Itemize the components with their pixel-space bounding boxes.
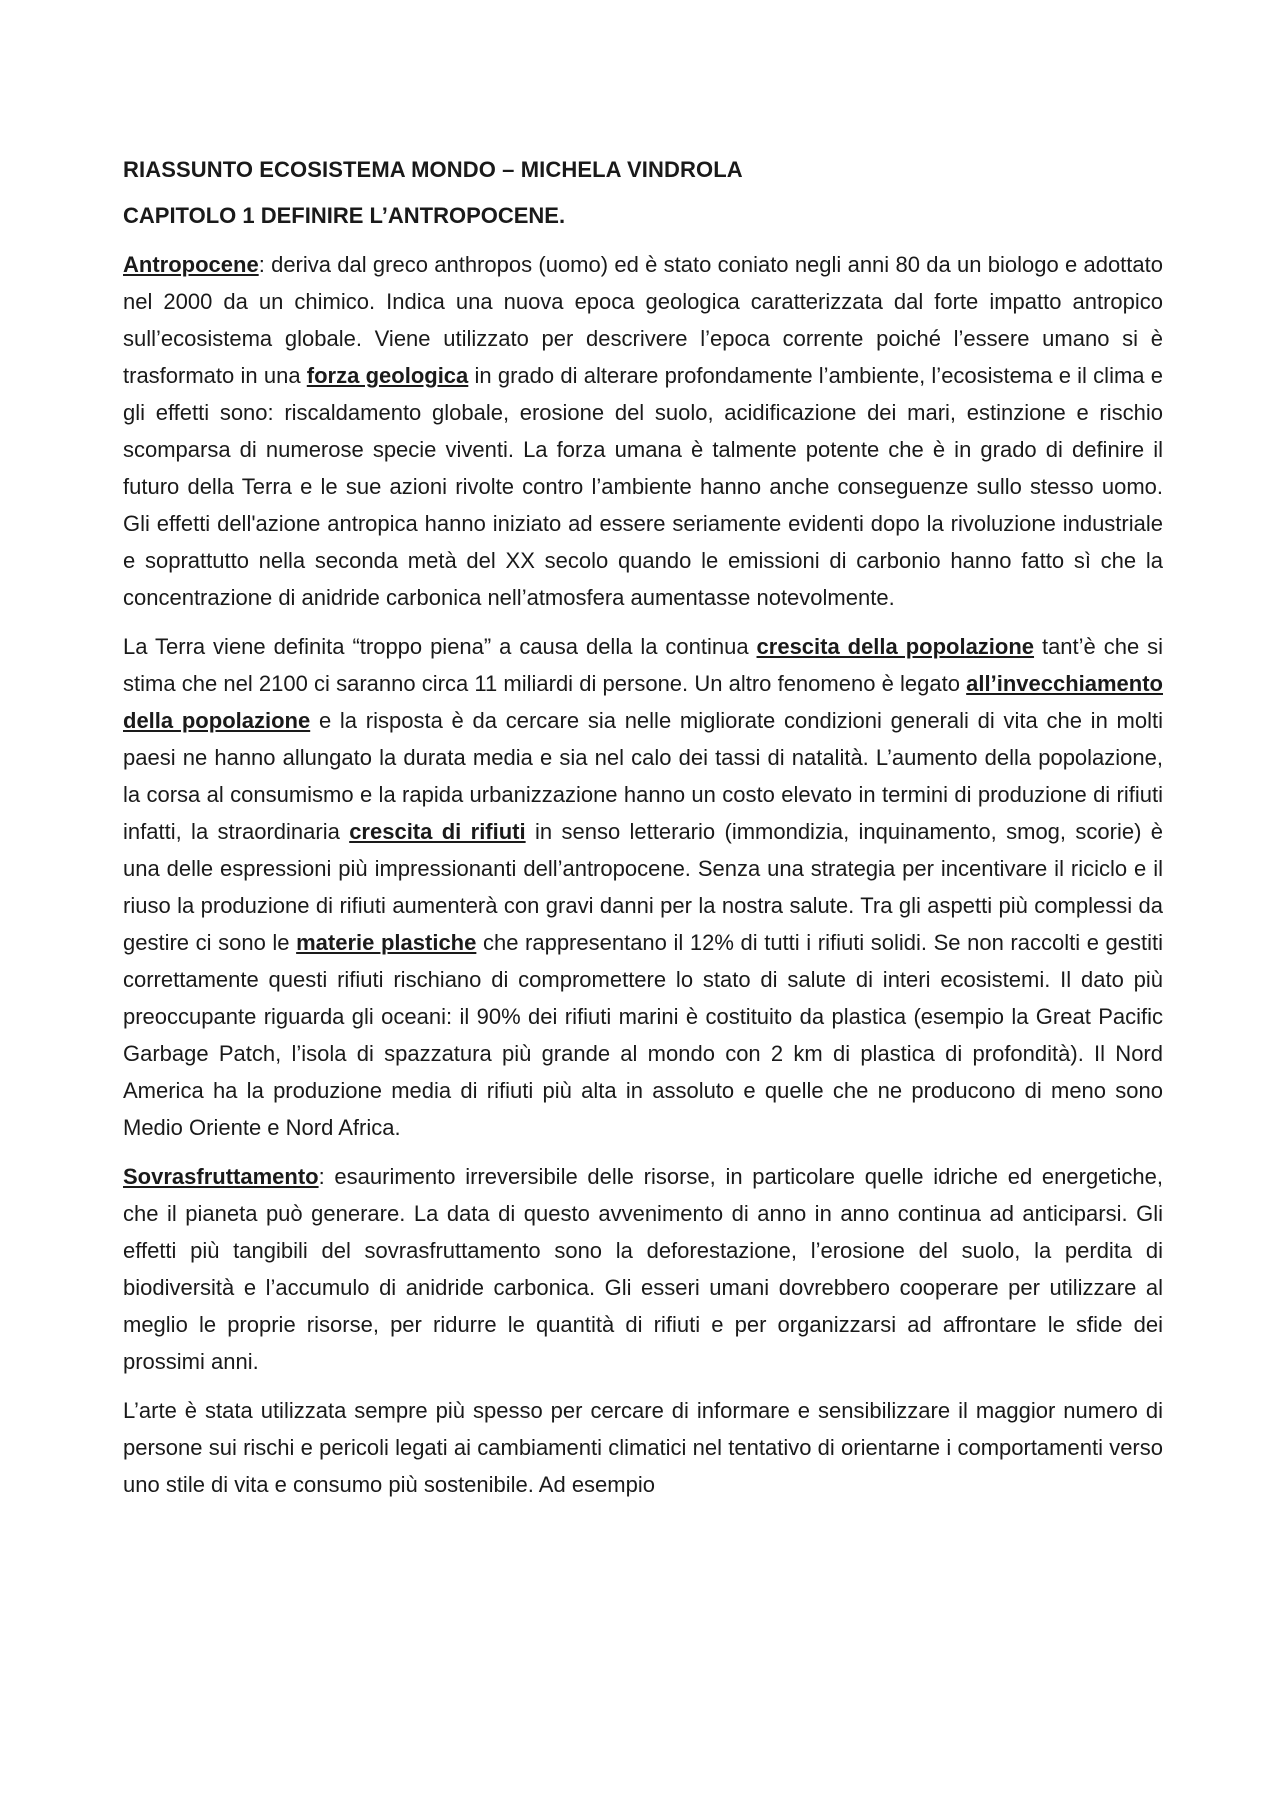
keyword-invecchiamento-popolazione: all’invecchiamento della popolazione bbox=[123, 671, 1163, 733]
keyword-crescita-rifiuti: crescita di rifiuti bbox=[349, 819, 526, 844]
document-page bbox=[123, 152, 1163, 1515]
keyword-materie-plastiche: materie plastiche bbox=[296, 930, 477, 955]
paragraph-arte bbox=[123, 1392, 1163, 1503]
term-antropocene: Antropocene bbox=[123, 252, 259, 277]
paragraph-text: e la risposta è da cercare sia nelle migliorate condizioni generali di vita che in molti paesi ne hanno allungato la durata media e sia nel calo dei tassi di natalità. L’aumento della popolazione, la corsa al consumismo e la rapida urbanizzazione hanno un costo elevato in termini di produzione di rifiuti infatti, la straordinaria bbox=[123, 708, 1163, 844]
paragraph-text: : deriva dal greco anthropos (uomo) ed è stato coniato negli anni 80 da un biologo e adottato nel 2000 da un chimico. Indica una nuova epoca geologica caratterizzata dal forte impatto antropico sull’ecosistema globale. Viene utilizzato per descrivere l’epoca corrente poiché l’essere umano si è trasformato in una bbox=[123, 252, 1163, 388]
term-sovrasfruttamento: Sovrasfruttamento bbox=[123, 1164, 319, 1189]
chapter-heading: CAPITOLO 1 DEFINIRE L’ANTROPOCENE. bbox=[123, 203, 566, 228]
keyword-forza-geologica: forza geologica bbox=[306, 363, 469, 388]
paragraph-text: che rappresentano il 12% di tutti i rifiuti solidi. Se non raccolti e gestiti correttamente questi rifiuti rischiano di compromettere lo stato di salute di interi ecosistemi. Il dato più preoccupante riguarda gli oceani: il 90% dei rifiuti marini è costituito da plastica (esempio la Great Pacific Garbage Patch, l’isola di spazzatura più grande al mondo con 2 km di plastica di profondità). Il Nord America ha la produzione media di rifiuti più alta in assoluto e quelle che ne producono di meno sono Medio Oriente e Nord Africa. bbox=[123, 930, 1163, 1140]
paragraph-text: in senso letterario (immondizia, inquinamento, smog, scorie) è una delle espressioni più impressionanti dell’antropocene. Senza una strategia per incentivare il riciclo e il riuso la produzione di rifiuti aumenterà con gravi danni per la nostra salute. Tra gli aspetti più complessi da gestire ci sono le bbox=[123, 819, 1163, 955]
paragraph-text: in grado di alterare profondamente l’ambiente, l’ecosistema e il clima e gli effetti sono: riscaldamento globale, erosione del suolo, acidificazione dei mari, estinzione e rischio scomparsa di numerose specie viventi. La forza umana è talmente potente che è in grado di definire il futuro della Terra e le sue azioni rivolte contro l’ambiente hanno anche conseguenze sullo stesso uomo. Gli effetti dell'azione antropica hanno iniziato ad essere seriamente evidenti dopo la rivoluzione industriale e soprattutto nella seconda metà del XX secolo quando le emissioni di carbonio hanno fatto sì che la concentrazione di anidride carbonica nell’atmosfera aumentasse notevolmente. bbox=[123, 363, 1163, 610]
paragraph-text: La Terra viene definita “troppo piena” a causa della la continua bbox=[123, 634, 757, 659]
paragraph-text: tant’è che si stima che nel 2100 ci saranno circa 11 miliardi di persone. Un altro fenomeno è legato bbox=[123, 634, 1163, 696]
paragraph-popolazione bbox=[123, 628, 1163, 1146]
paragraph-text: L’arte è stata utilizzata sempre più spesso per cercare di informare e sensibilizzare il maggior numero di persone sui rischi e pericoli legati ai cambiamenti climatici nel tentativo di orientarne i comportamenti verso uno stile di vita e consumo più sostenibile. Ad esempio bbox=[123, 1398, 1163, 1497]
keyword-crescita-popolazione: crescita della popolazione bbox=[756, 634, 1035, 659]
paragraph-antropocene bbox=[123, 246, 1163, 616]
paragraph-text: : esaurimento irreversibile delle risorse, in particolare quelle idriche ed energetiche, che il pianeta può generare. La data di questo avvenimento di anno in anno continua ad anticiparsi. Gli effetti più tangibili del sovrasfruttamento sono la deforestazione, l’erosione del suolo, la perdita di biodiversità e l’accumulo di anidride carbonica. Gli esseri umani dovrebbero cooperare per utilizzare al meglio le proprie risorse, per ridurre le quantità di rifiuti e per organizzarsi ad affrontare le sfide dei prossimi anni. bbox=[123, 1164, 1163, 1374]
document-title: RIASSUNTO ECOSISTEMA MONDO – MICHELA VINDROLA bbox=[123, 157, 743, 182]
paragraph-sovrasfruttamento bbox=[123, 1158, 1163, 1380]
